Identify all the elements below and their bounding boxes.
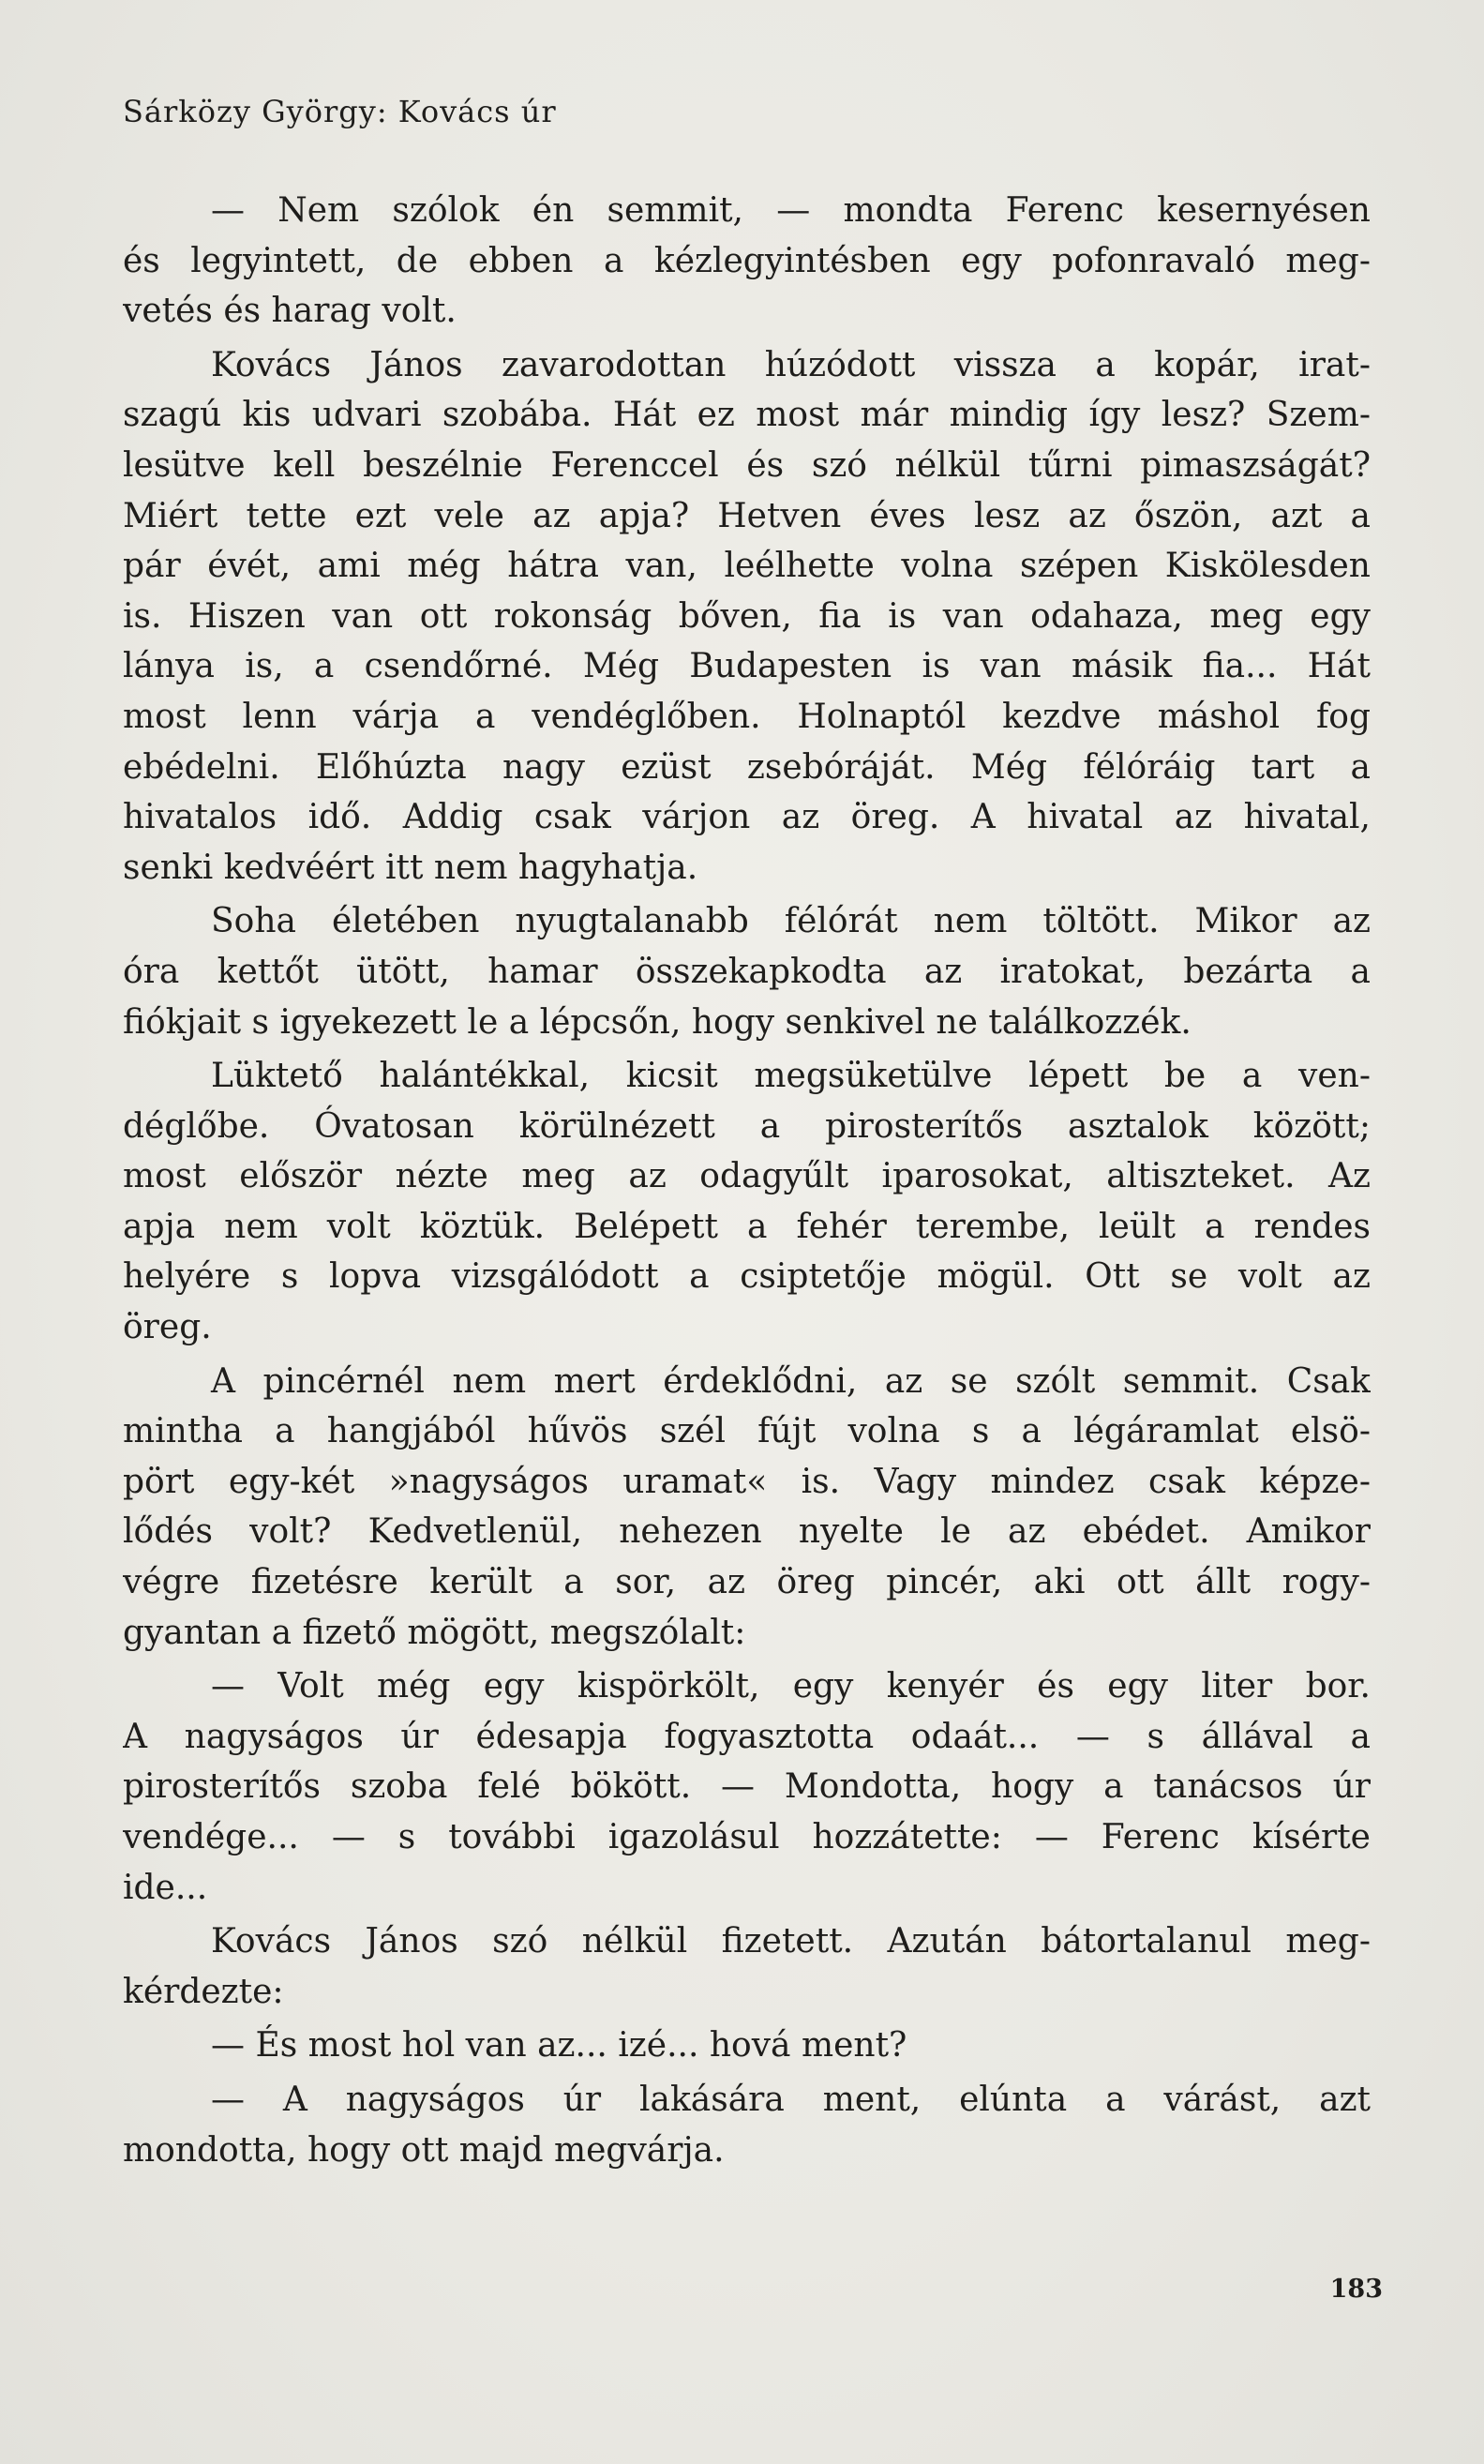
paragraph (123, 1661, 1371, 1913)
text-line: ide... (123, 1868, 208, 1907)
text-line: vendége... — s további igazolásul hozzátette: — Ferenc kísérte (123, 1818, 1371, 1856)
text-line: Kovács János zavarodottan húzódott vissza a kopár, irat- (211, 345, 1371, 384)
text-line: pirosterítős szoba felé bökött. — Mondotta, hogy a tanácsos úr (123, 1767, 1371, 1807)
text-line: pár évét, ami még hátra van, leélhette volna szépen Kiskölesden (123, 547, 1371, 586)
running-head: Sárközy György: Kovács úr (123, 94, 557, 129)
text-line: déglőbe. Óvatosan körülnézett a pirosterítős asztalok között; (123, 1106, 1371, 1146)
paragraph (123, 340, 1371, 894)
text-line: lesütve kell beszélnie Ferenccel és szó nélkül tűrni pimaszságát? (123, 445, 1371, 485)
text-line: Lüktető halántékkal, kicsit megsüketülve lépett be a ven- (211, 1057, 1371, 1096)
body-text (123, 186, 1371, 2175)
text-line: szagú kis udvari szobába. Hát ez most már mindig így lesz? Szem- (123, 396, 1371, 435)
text-line: fiókjait s igyekezett le a lépcsőn, hogy senkivel ne találkozzék. (123, 1002, 1192, 1042)
text-line: lődés volt? Kedvetlenül, nehezen nyelte le az ebédet. Amikor (123, 1512, 1371, 1552)
text-line: lánya is, a csendőrné. Még Budapesten is van másik fia... Hát (123, 647, 1371, 686)
text-line: mintha a hangjából hűvös szél fújt volna s a légáramlat elsö- (123, 1412, 1371, 1451)
text-line: kérdezte: (123, 1972, 284, 2011)
text-line: Miért tette ezt vele az apja? Hetven éves lesz az őszön, azt a (123, 496, 1371, 535)
text-line: gyantan a fizető mögött, megszólalt: (123, 1613, 746, 1652)
text-line: most először nézte meg az odagyűlt iparosokat, altiszteket. Az (123, 1157, 1371, 1196)
text-line: apja nem volt köztük. Belépett a fehér terembe, leült a rendes (123, 1207, 1371, 1246)
text-line: most lenn várja a vendéglőben. Holnaptól kezdve máshol fog (123, 697, 1371, 736)
paragraph (123, 2021, 1371, 2071)
text-line: öreg. (123, 1308, 212, 1347)
text-line: — És most hol van az... izé... hová ment? (211, 2026, 907, 2066)
text-line: — A nagyságos úr lakására ment, elúnta a várást, azt (211, 2080, 1371, 2119)
paragraph (123, 1357, 1371, 1659)
text-line: vetés és harag volt. (123, 292, 457, 331)
paragraph (123, 2075, 1371, 2175)
text-line: pört egy-két »nagyságos uramat« is. Vagy mindez csak képze- (123, 1462, 1371, 1501)
text-line: hivatalos idő. Addig csak várjon az öreg. A hivatal az hivatal, (123, 798, 1371, 837)
text-line: Soha életében nyugtalanabb félórát nem töltött. Mikor az (211, 902, 1371, 941)
paragraph (123, 186, 1371, 337)
text-line: Kovács János szó nélkül fizetett. Azután bátortalanul meg- (211, 1922, 1371, 1961)
text-line: A nagyságos úr édesapja fogyasztotta odaát... — s állával a (123, 1717, 1371, 1756)
paragraph (123, 896, 1371, 1047)
text-line: is. Hiszen van ott rokonság bőven, fia is van odahaza, meg egy (123, 596, 1371, 636)
paragraph (123, 1051, 1371, 1353)
text-line: helyére s lopva vizsgálódott a csiptetője mögül. Ott se volt az (123, 1257, 1371, 1297)
text-line: ebédelni. Előhúzta nagy ezüst zsebóráját. Még félóráig tart a (123, 747, 1371, 787)
paragraph (123, 1916, 1371, 2017)
text-line: — Nem szólok én semmit, — mondta Ferenc kesernyésen (211, 191, 1371, 230)
text-line: mondotta, hogy ott majd megvárja. (123, 2130, 725, 2170)
page-number: 183 (1329, 2275, 1383, 2304)
text-line: senki kedvéért itt nem hagyhatja. (123, 848, 698, 887)
text-line: végre fizetésre került a sor, az öreg pincér, aki ott állt rogy- (123, 1563, 1371, 1602)
text-line: és legyintett, de ebben a kézlegyintésben egy pofonravaló meg- (123, 241, 1371, 280)
text-line: A pincérnél nem mert érdeklődni, az se szólt semmit. Csak (211, 1361, 1371, 1401)
text-line: — Volt még egy kispörkölt, egy kenyér és egy liter bor. (211, 1667, 1371, 1706)
text-line: óra kettőt ütött, hamar összekapkodta az iratokat, bezárta a (123, 952, 1371, 991)
